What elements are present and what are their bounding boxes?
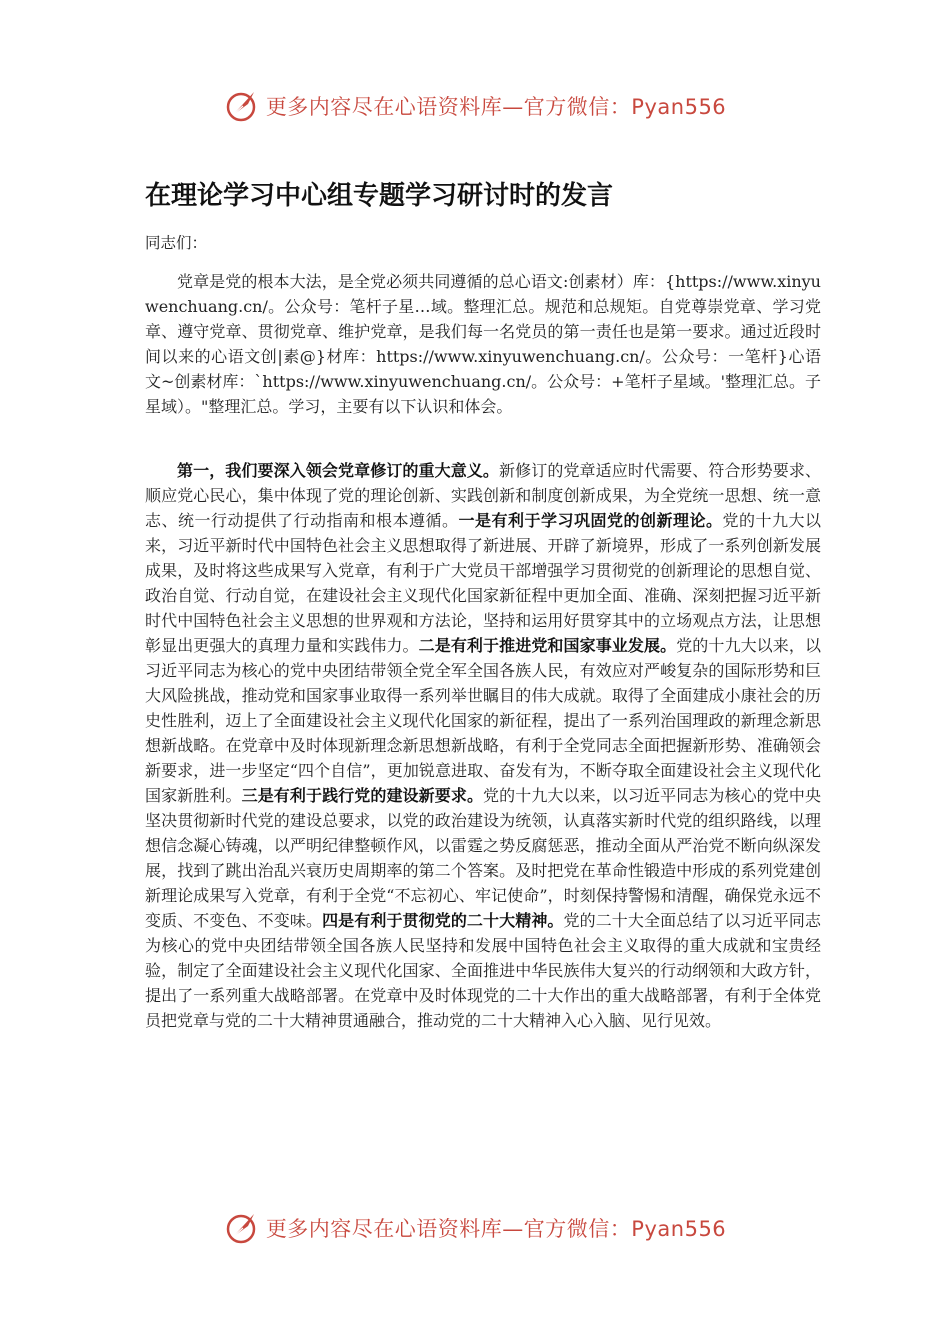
paragraph-main	[145, 458, 821, 1033]
bold-heading-4: 三是有利于践行党的建设新要求。	[241, 786, 484, 805]
watermark-text: 更多内容尽在心语资料库—官方微信：Pyan556	[265, 1217, 727, 1241]
paragraph-text-4: 党的十九大以来，以习近平同志为核心的党中央坚决贯彻新时代党的建设总要求，以党的政治建设为统领，认真落实新时代党的组织路线，以理想信念凝心铸魂，以严明纪律整顿作风，以雷霆之势反腐惩恶，推动全面从严治党不断向纵深发展，找到了跳出治乱兴衰历史周期率的第二个答案。及时把党在革命性锻造中形成的系列党建创新理论成果写入党章，有利于全党“不忘初心、牢记使命”，时刻保持警惕和清醒，确保党永远不变质、不变色、不变味。	[145, 786, 821, 930]
bold-heading-2: 一是有利于学习巩固党的创新理论。	[458, 511, 723, 530]
bold-heading-5: 四是有利于贯彻党的二十大精神。	[322, 911, 564, 930]
paragraph-intro: 党章是党的根本大法，是全党必须共同遵循的总心语文:创素材）库：{https://www.xinyuwenchuang.cn/。公众号：笔杆子星…域。整理汇总。规范和总规矩。自党尊崇党章、学习党章、遵守党章、贯彻党章、维护党章，是我们每一名党员的第一责任也是第一要求。通过近段时间以来的心语文创|素@}材库：https://www.xinyuwenchuang.cn/。公众号：一笔杆}心语文~创素材库：`https://www.xinyuwenchuang.cn/。公众号：+笔杆子星域。'整理汇总。子星域）。"整理汇总。学习，主要有以下认识和体会。	[145, 272, 821, 416]
quill-circle-logo-icon	[224, 88, 260, 124]
document-title: 在理论学习中心组专题学习研讨时的发言	[145, 181, 614, 211]
paragraph-text-1: 新修订的党章适应时代需要、符合形势要求、顺应党心民心，集中体现了党的理论创新、实践创新和制度创新成果，为全党统一思想、统一意志、统一行动提供了行动指南和根本遵循。	[145, 461, 821, 530]
salutation: 同志们：	[145, 234, 208, 252]
bold-heading-3: 二是有利于推进党和国家事业发展。	[418, 636, 677, 655]
paragraph-text-2: 党的十九大以来，习近平新时代中国特色社会主义思想取得了新进展、开辟了新境界，形成了一系列创新发展成果，及时将这些成果写入党章，有利于广大党员干部增强学习贯彻党的创新理论的思想自觉、政治自觉、行动自觉，在建设社会主义现代化国家新征程中更加全面、准确、深刻把握习近平新时代中国特色社会主义思想的世界观和方法论，坚持和运用好贯穿其中的立场观点方法，让思想彰显出更强大的真理力量和实践伟力。	[145, 511, 821, 655]
watermark-text: 更多内容尽在心语资料库—官方微信：Pyan556	[265, 95, 727, 119]
quill-circle-logo-icon	[224, 1210, 260, 1246]
watermark-banner-bottom	[0, 1208, 950, 1248]
bold-heading-1: 第一，我们要深入领会党章修订的重大意义。	[177, 461, 500, 480]
watermark-banner-top	[0, 86, 950, 126]
paragraph-text-3: 党的十九大以来，以习近平同志为核心的党中央团结带领全党全军全国各族人民，有效应对严峻复杂的国际形势和巨大风险挑战，推动党和国家事业取得一系列举世瞩目的伟大成就。取得了全面建成小康社会的历史性胜利，迈上了全面建设社会主义现代化国家的新征程，提出了一系列治国理政的新理念新思想新战略。在党章中及时体现新理念新思想新战略，有利于全党同志全面把握新形势、准确领会新要求，进一步坚定“四个自信”，更加锐意进取、奋发有为，不断夺取全面建设社会主义现代化国家新胜利。	[145, 636, 821, 805]
paragraph-text-5: 党的二十大全面总结了以习近平同志为核心的党中央团结带领全国各族人民坚持和发展中国特色社会主义取得的重大成就和宝贵经验，制定了全面建设社会主义现代化国家、全面推进中华民族伟大复兴的行动纲领和大政方针，提出了一系列重大战略部署。在党章中及时体现党的二十大作出的重大战略部署，有利于全体党员把党章与党的二十大精神贯通融合，推动党的二十大精神入心入脑、见行见效。	[145, 911, 821, 1030]
